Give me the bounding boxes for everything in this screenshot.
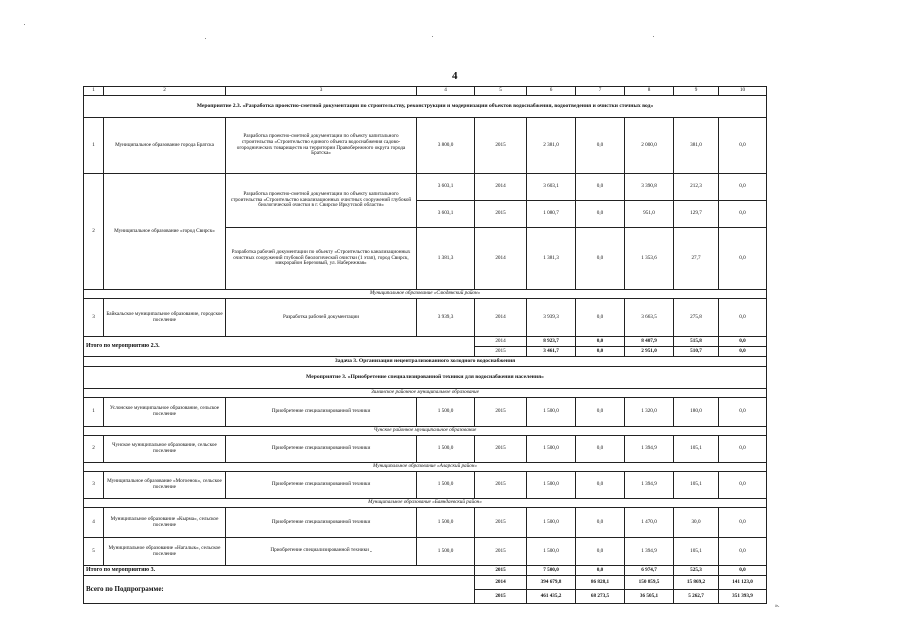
- scan-speck: [205, 38, 206, 39]
- federal-cell: 0,0: [576, 566, 625, 576]
- scan-speck: [432, 36, 433, 37]
- regional-cell: 1 353,6: [625, 228, 674, 290]
- work-cell: [226, 538, 417, 566]
- work-cell: Приобретение специализированной техники: [226, 436, 417, 463]
- total-label: Итого по мероприятию 2.3.: [84, 337, 475, 357]
- year-cell: 2015: [475, 590, 527, 604]
- row-number: 3: [84, 299, 104, 337]
- local-cell: 275,8: [674, 299, 719, 337]
- year-cell: 2014: [475, 228, 527, 290]
- year-cell: 2015: [475, 508, 527, 538]
- entity-cell: Байкальское муниципальное образование, городское поселение: [104, 299, 226, 337]
- federal-cell: 0,0: [576, 436, 625, 463]
- federal-cell: 68 273,5: [576, 590, 625, 604]
- entity-cell: Чунское муниципальное образование, сельское поселение: [104, 436, 226, 463]
- work-cell: Разработка проектно-сметной документации по объекту капитального строительства «Строительство канализационных очистных сооружений глубокой биологической очистки в г. Свирске Иркутской области»: [226, 174, 417, 228]
- year-cell: 2015: [475, 201, 527, 228]
- cost-cell: 3 939,3: [417, 299, 475, 337]
- other-cell: 141 123,0: [719, 576, 767, 590]
- district-heading: Зиминское районное муниципальное образование: [84, 389, 767, 398]
- cost-cell: 1 500,0: [417, 472, 475, 499]
- entity-cell: Муниципальное образование города Братска: [104, 118, 226, 174]
- district-heading: Муниципальное образование «Аларский район»: [84, 463, 767, 472]
- other-cell: 0,0: [719, 472, 767, 499]
- table-row: [84, 472, 767, 499]
- regional-cell: 951,0: [625, 201, 674, 228]
- total-cell: 394 679,8: [527, 576, 576, 590]
- work-cell: Приобретение специализированной техники: [226, 472, 417, 499]
- regional-cell: 36 505,1: [625, 590, 674, 604]
- regional-cell: 1 470,0: [625, 508, 674, 538]
- local-cell: 30,0: [674, 508, 719, 538]
- regional-cell: 1 394,9: [625, 538, 674, 566]
- total-cell: 3 939,3: [527, 299, 576, 337]
- event-2-3-heading: Мероприятие 2.3. «Разработка проектно-сметной документации по строительству, реконструкции и модернизации объектов водоснабжения, водоотведения и очистки сточных вод»: [84, 96, 767, 118]
- cost-cell: 3 800,0: [417, 118, 475, 174]
- col-num: 5: [475, 87, 527, 96]
- local-cell: 212,3: [674, 174, 719, 201]
- cost-cell: 1 500,0: [417, 398, 475, 427]
- other-cell: 0,0: [719, 508, 767, 538]
- other-cell: 0,0: [719, 201, 767, 228]
- cost-cell: 1 500,0: [417, 436, 475, 463]
- col-num: 3: [226, 87, 417, 96]
- other-cell: 0,0: [719, 299, 767, 337]
- year-cell: 2015: [475, 398, 527, 427]
- local-cell: 510,7: [674, 347, 719, 357]
- federal-cell: 0,0: [576, 398, 625, 427]
- local-cell: 5 262,7: [674, 590, 719, 604]
- district-heading: Муниципальное образование «Баяндаевский район»: [84, 499, 767, 508]
- federal-cell: 0,0: [576, 118, 625, 174]
- district-heading: Муниципальное образование «Слюдянский район»: [84, 290, 767, 299]
- col-num: 6: [527, 87, 576, 96]
- work-cell: Приобретение специализированной техники: [226, 398, 417, 427]
- closing-quote: ».: [775, 603, 780, 609]
- cost-cell: 1 381,3: [417, 228, 475, 290]
- year-cell: 2015: [475, 538, 527, 566]
- subprogram-table: [83, 86, 767, 604]
- row-number: 5: [84, 538, 104, 566]
- year-cell: 2014: [475, 299, 527, 337]
- year-cell: 2015: [475, 436, 527, 463]
- local-cell: 27,7: [674, 228, 719, 290]
- entity-cell: Муниципальное образование «Нагалык», сельское поселение: [104, 538, 226, 566]
- total-cell: 1 500,0: [527, 398, 576, 427]
- other-cell: 0,0: [719, 566, 767, 576]
- work-cell: Разработка рабочей документации: [226, 299, 417, 337]
- row-number: 3: [84, 472, 104, 499]
- col-num: 10: [719, 87, 767, 96]
- other-cell: 0,0: [719, 174, 767, 201]
- table-row: [84, 118, 767, 174]
- table-row: [84, 398, 767, 427]
- entity-cell: Муниципальное образование «Кырма», сельское поселение: [104, 508, 226, 538]
- other-cell: 0,0: [719, 398, 767, 427]
- work-cell: Разработка рабочей документации по объекту «Строительство канализационных очистных сооружений глубокой биологической очистки (1 этап), город Свирск, микрорайон Березовый, ул. Набережная»: [226, 228, 417, 290]
- total-cell: 1 500,0: [527, 508, 576, 538]
- total-cell: 1 500,0: [527, 436, 576, 463]
- regional-cell: 2 951,0: [625, 347, 674, 357]
- cost-cell: 3 603,1: [417, 174, 475, 201]
- col-num: 4: [417, 87, 475, 96]
- other-cell: 351 393,9: [719, 590, 767, 604]
- total-cell: 1 080,7: [527, 201, 576, 228]
- federal-cell: 0,0: [576, 347, 625, 357]
- work-cell: Приобретение специализированной техники: [226, 508, 417, 538]
- cost-cell: 1 500,0: [417, 538, 475, 566]
- federal-cell: 0,0: [576, 228, 625, 290]
- work-cell: Разработка проектно-сметной документации по объекту капитального строительства «Строительство единого объекта водоснабжения садово-огороднических товариществ на территории Правобережного округа города Братска»: [226, 118, 417, 174]
- local-cell: 129,7: [674, 201, 719, 228]
- grand-total-row: [84, 576, 767, 590]
- regional-cell: 6 974,7: [625, 566, 674, 576]
- year-cell: 2014: [475, 337, 527, 347]
- cost-cell: 1 500,0: [417, 508, 475, 538]
- row-number: 4: [84, 508, 104, 538]
- regional-cell: 3 663,5: [625, 299, 674, 337]
- total-cell: 1 500,0: [527, 472, 576, 499]
- total-cell: 3 603,1: [527, 174, 576, 201]
- regional-cell: 2 000,0: [625, 118, 674, 174]
- row-number: 1: [84, 118, 104, 174]
- work-text: Приобретение специализированной техники: [270, 547, 369, 554]
- regional-cell: 8 407,9: [625, 337, 674, 347]
- task-3-heading: Задача 3. Организация нецентрализованного холодного водоснабжения: [84, 357, 767, 367]
- local-cell: 515,8: [674, 337, 719, 347]
- table-row: [84, 508, 767, 538]
- other-cell: 0,0: [719, 347, 767, 357]
- local-cell: 381,0: [674, 118, 719, 174]
- local-cell: 180,0: [674, 398, 719, 427]
- other-cell: 0,0: [719, 436, 767, 463]
- col-num: 8: [625, 87, 674, 96]
- total-cell: 1 381,3: [527, 228, 576, 290]
- total-cell: 1 500,0: [527, 538, 576, 566]
- page-number: 4: [452, 70, 458, 82]
- other-cell: 0,0: [719, 228, 767, 290]
- table-row: [84, 299, 767, 337]
- federal-cell: 0,0: [576, 337, 625, 347]
- other-cell: 0,0: [719, 337, 767, 347]
- federal-cell: 0,0: [576, 538, 625, 566]
- other-cell: 0,0: [719, 118, 767, 174]
- year-cell: 2015: [475, 118, 527, 174]
- regional-cell: 3 390,8: [625, 174, 674, 201]
- table-row: [84, 174, 767, 201]
- col-num: 2: [104, 87, 226, 96]
- col-num: 7: [576, 87, 625, 96]
- local-cell: 105,1: [674, 538, 719, 566]
- entity-cell: Муниципальное образование «Могоенок», сельское поселение: [104, 472, 226, 499]
- federal-cell: 0,0: [576, 472, 625, 499]
- col-num: 9: [674, 87, 719, 96]
- total-cell: 461 435,2: [527, 590, 576, 604]
- local-cell: 105,1: [674, 436, 719, 463]
- year-cell: 2014: [475, 576, 527, 590]
- year-cell: 2015: [475, 566, 527, 576]
- scan-speck: [24, 24, 25, 25]
- total-cell: 8 923,7: [527, 337, 576, 347]
- federal-cell: 0,0: [576, 508, 625, 538]
- year-cell: 2015: [475, 347, 527, 357]
- regional-cell: 1 394,9: [625, 436, 674, 463]
- local-cell: 105,1: [674, 472, 719, 499]
- total-label: Итого по мероприятию 3.: [84, 566, 475, 576]
- year-cell: 2015: [475, 472, 527, 499]
- entity-cell: Муниципальное образование «город Свирск»: [104, 174, 226, 290]
- year-cell: 2014: [475, 174, 527, 201]
- cost-cell: 3 603,1: [417, 201, 475, 228]
- col-num: 1: [84, 87, 104, 96]
- event-3-heading: Мероприятие 3. «Приобретение специализированной техники для водоснабжения населения»: [84, 367, 767, 389]
- scan-speck: [653, 36, 654, 37]
- regional-cell: 150 859,5: [625, 576, 674, 590]
- federal-cell: 0,0: [576, 299, 625, 337]
- total-cell: 3 461,7: [527, 347, 576, 357]
- column-number-row: [84, 87, 767, 96]
- federal-cell: 0,0: [576, 201, 625, 228]
- table-row: [84, 538, 767, 566]
- total-row: [84, 566, 767, 576]
- entity-cell: Услонское муниципальное образование, сельское поселение: [104, 398, 226, 427]
- scan-speck: •: [370, 549, 372, 555]
- other-cell: 0,0: [719, 538, 767, 566]
- total-cell: 7 500,0: [527, 566, 576, 576]
- total-row: [84, 337, 767, 347]
- regional-cell: 1 394,9: [625, 472, 674, 499]
- district-heading: Чунское районное муниципальное образование: [84, 427, 767, 436]
- regional-cell: 1 320,0: [625, 398, 674, 427]
- row-number: 2: [84, 174, 104, 290]
- table-row: [84, 436, 767, 463]
- local-cell: 15 869,2: [674, 576, 719, 590]
- total-cell: 2 381,0: [527, 118, 576, 174]
- grand-total-label: Всего по Подпрограмме:: [84, 576, 475, 604]
- federal-cell: 0,0: [576, 174, 625, 201]
- local-cell: 525,3: [674, 566, 719, 576]
- federal-cell: 86 828,1: [576, 576, 625, 590]
- row-number: 2: [84, 436, 104, 463]
- row-number: 1: [84, 398, 104, 427]
